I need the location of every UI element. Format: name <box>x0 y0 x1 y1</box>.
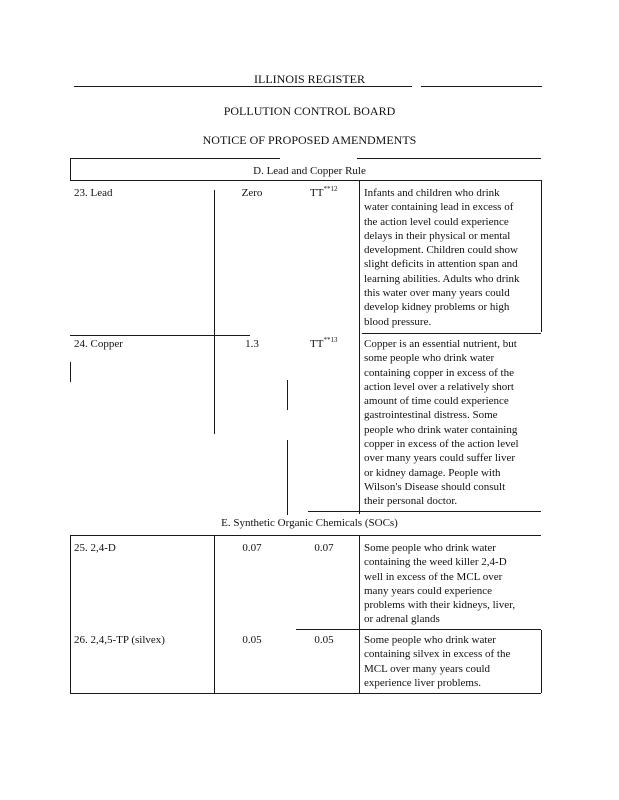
effects-line: many years could experience <box>364 584 492 597</box>
mcl-footnote: **13 <box>323 336 338 344</box>
effects-line: containing copper in excess of the <box>364 366 514 379</box>
effects-line: amount of time could experience <box>364 395 509 408</box>
board-title: POLLUTION CONTROL BOARD <box>223 104 396 118</box>
mcl-value: 0.05 <box>314 634 334 646</box>
mclg-value: 0.07 <box>242 542 262 554</box>
health-effects <box>364 337 519 509</box>
mcl-value: 0.07 <box>314 542 334 554</box>
effects-line: gastrointestinal distress. Some <box>364 409 498 422</box>
section-heading-lead-copper: D. Lead and Copper Rule <box>253 165 366 177</box>
effects-line: learning abilities. Adults who drink <box>364 272 520 285</box>
lead-row-rule <box>362 333 541 334</box>
contaminant-name: 26. 2,4,5-TP (silvex) <box>74 634 165 646</box>
effects-line: MCL over many years could <box>364 662 491 675</box>
health-effects <box>364 541 515 627</box>
left-border-seg <box>70 362 71 382</box>
effects-line: development. Children could show <box>364 244 518 257</box>
row25-rule <box>296 629 541 630</box>
effects-line: Some people who drink water <box>364 634 496 646</box>
effects-line: containing the weed killer 2,4-D <box>364 556 507 569</box>
col-divider-1b <box>214 535 215 693</box>
health-effects <box>364 633 510 690</box>
table-bottom-rule <box>70 693 541 694</box>
effects-line: Copper is an essential nutrient, but <box>364 338 517 350</box>
effects-line: action level over a relatively short <box>364 380 514 393</box>
table-top-rule-left <box>70 158 280 159</box>
effects-line: problems with their kidneys, liver, <box>364 599 516 612</box>
mcl-value <box>310 186 337 200</box>
left-border-bottom <box>70 535 71 693</box>
header-rule-right <box>421 86 542 87</box>
effects-line: develop kidney problems or high <box>364 301 510 314</box>
col-divider-3b <box>359 535 360 693</box>
register-title: ILLINOIS REGISTER <box>254 72 365 86</box>
effects-line: or kidney damage. People with <box>364 466 501 479</box>
section-d-rule <box>70 180 541 181</box>
table-top-rule-right <box>357 158 541 159</box>
effects-line: some people who drink water <box>364 352 495 365</box>
effects-line: people who drink water containing <box>364 423 518 436</box>
mcl-footnote: **12 <box>323 185 338 193</box>
effects-line: well in excess of the MCL over <box>364 570 503 583</box>
effects-line: containing silvex in excess of the <box>364 648 511 661</box>
mcl-value <box>310 337 337 351</box>
right-border-a <box>541 180 542 332</box>
section-heading-socs: E. Synthetic Organic Chemicals (SOCs) <box>221 517 398 529</box>
effects-line: experience liver problems. <box>364 676 481 689</box>
col-divider-2b <box>287 440 288 515</box>
header-rule-left <box>74 86 412 87</box>
section-e-rule <box>70 535 541 536</box>
effects-line: their personal doctor. <box>364 495 458 508</box>
col-divider-3a <box>359 180 360 514</box>
mcl-text: TT <box>310 187 324 199</box>
effects-line: the action level could experience <box>364 215 509 228</box>
health-effects <box>364 186 520 329</box>
contaminant-name: 23. Lead <box>74 187 113 199</box>
effects-line: Some people who drink water <box>364 542 496 554</box>
effects-line: blood pressure. <box>364 315 432 328</box>
effects-line: this water over many years could <box>364 287 510 300</box>
notice-title: NOTICE OF PROPOSED AMENDMENTS <box>202 133 417 147</box>
effects-line: copper in excess of the action level <box>364 438 519 451</box>
contaminant-name: 24. Copper <box>74 338 123 350</box>
effects-line: water containing lead in excess of <box>364 201 514 214</box>
mclg-value: 0.05 <box>242 634 262 646</box>
effects-line: over many years could suffer liver <box>364 452 515 465</box>
col-divider-2a <box>287 380 288 410</box>
mclg-value: 1.3 <box>245 338 259 350</box>
contaminant-name: 25. 2,4-D <box>74 542 116 554</box>
effects-line: slight deficits in attention span and <box>364 258 518 271</box>
effects-line: Infants and children who drink <box>364 187 500 199</box>
effects-line: or adrenal glands <box>364 613 440 626</box>
lead-row-rule-left <box>70 335 250 336</box>
col-divider-1a <box>214 190 215 434</box>
effects-line: Wilson's Disease should consult <box>364 480 506 493</box>
mclg-value: Zero <box>241 187 263 199</box>
mcl-text: TT <box>310 338 324 350</box>
right-border-b <box>541 630 542 693</box>
copper-row-rule <box>308 511 541 512</box>
effects-line: delays in their physical or mental <box>364 229 511 242</box>
